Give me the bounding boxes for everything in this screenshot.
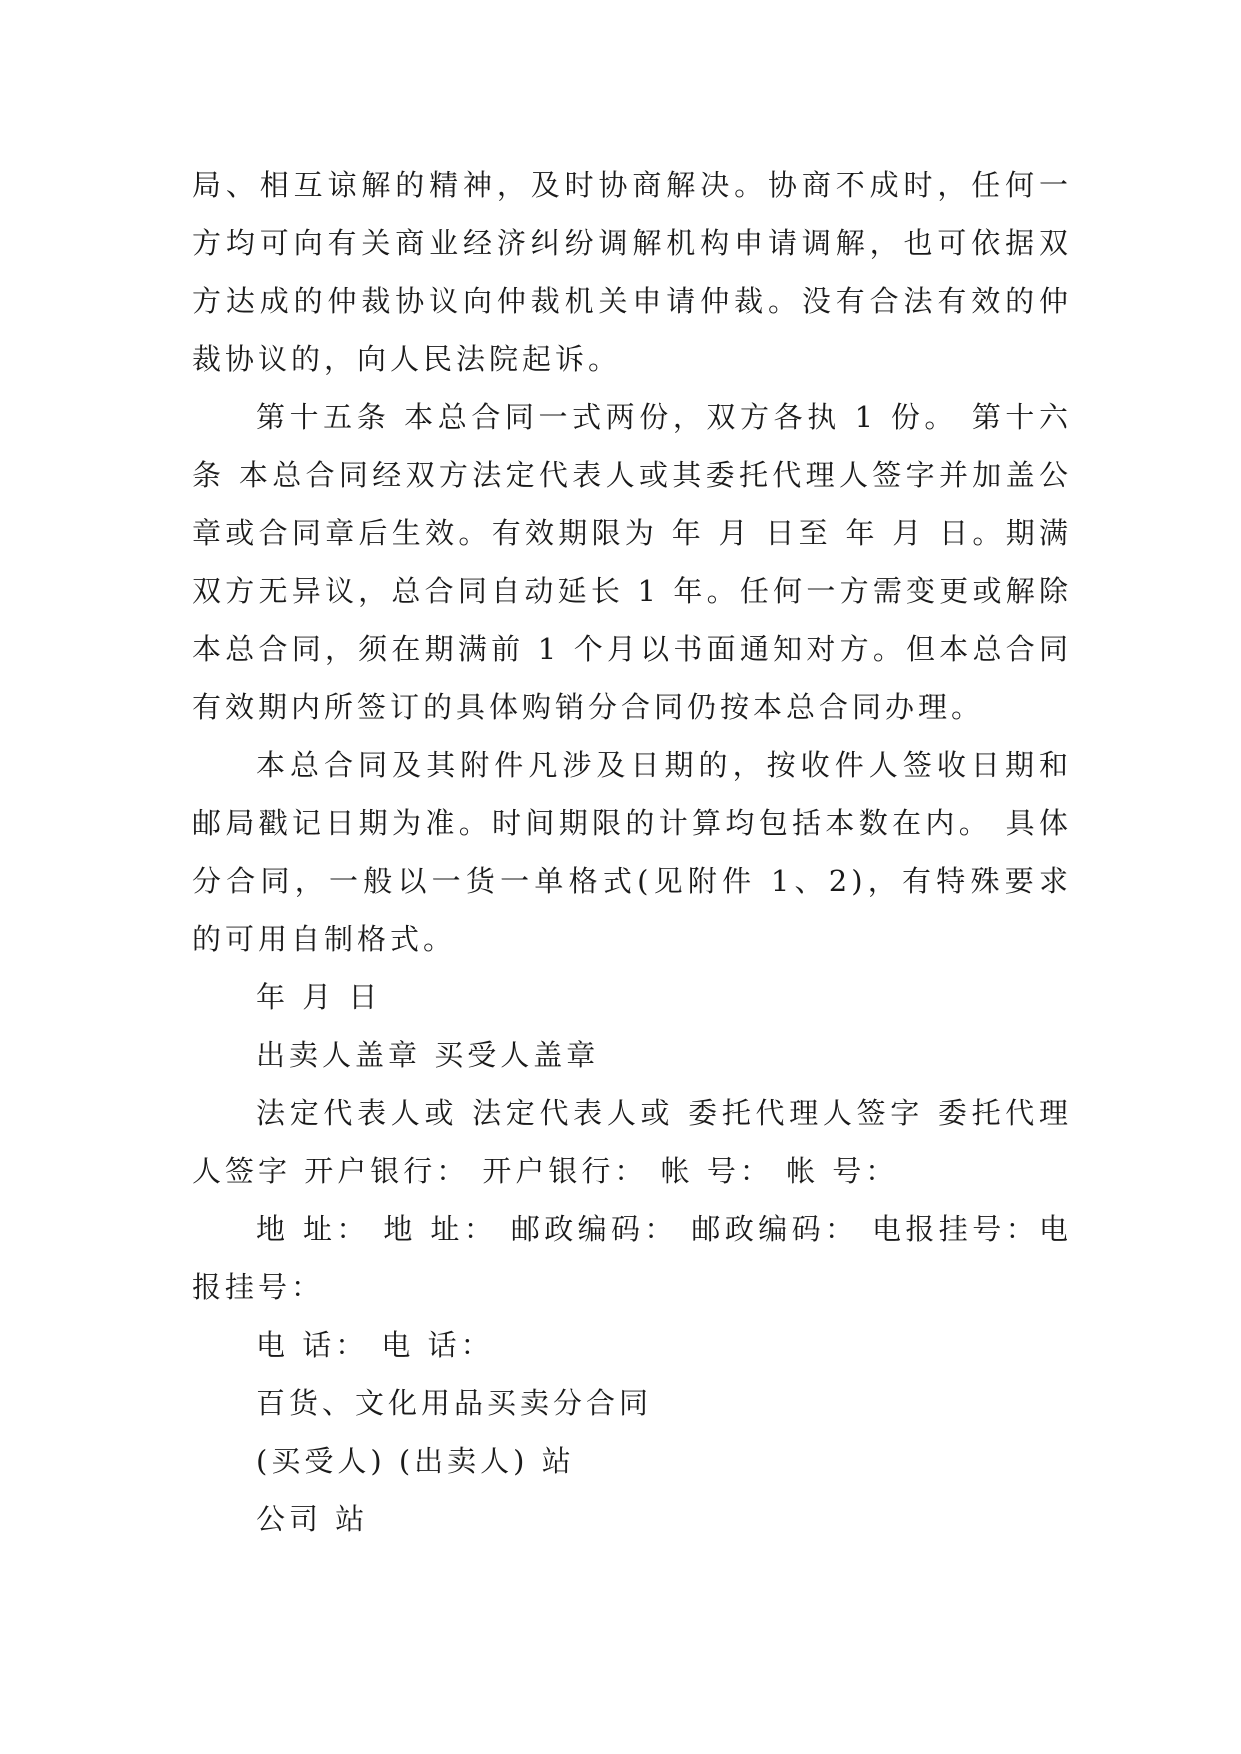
- paragraph-dispute-resolution: 局、相互谅解的精神，及时协商解决。协商不成时，任何一方均可向有关商业经济纠纷调解机构申请调解，也可依据双方达成的仲裁协议向仲裁机关申请仲裁。没有合法有效的仲裁协议的，向人民法院起诉。: [192, 168, 1072, 376]
- document-body: [192, 156, 1072, 1548]
- parties-line: (买受人) (出卖人) 站: [256, 1444, 575, 1478]
- phone-line: 电 话： 电 话：: [256, 1328, 494, 1362]
- address-postal-telegraph-line: 地 址： 地 址： 邮政编码： 邮政编码： 电报挂号：电报挂号：: [192, 1212, 1072, 1304]
- seal-line: 出卖人盖章 买受人盖章: [256, 1038, 600, 1072]
- paragraph-article-15-16: 第十五条 本总合同一式两份，双方各执 1 份。 第十六条 本总合同经双方法定代表人或其委托代理人签字并加盖公章或合同章后生效。有效期限为 年 月 日至 年 月 日。期满双方无异议，总合同自动延长 1 年。任何一方需变更或解除本总合同，须在期满前 1 个月以书面通知对方。但本总合同有效期内所签订的具体购销分合同仍按本总合同办理。: [192, 400, 1072, 724]
- date-line: 年 月 日: [256, 980, 382, 1014]
- sub-contract-title: 百货、文化用品买卖分合同: [256, 1386, 653, 1420]
- paragraph-date-rules: 本总合同及其附件凡涉及日期的，按收件人签收日期和邮局戳记日期为准。时间期限的计算均包括本数在内。 具体分合同，一般以一货一单格式(见附件 1、2)，有特殊要求的可用自制格式。: [192, 748, 1072, 956]
- representative-bank-line: 法定代表人或 法定代表人或 委托代理人签字 委托代理人签字 开户银行： 开户银行： 帐 号： 帐 号：: [192, 1096, 1072, 1188]
- company-station-line: 公司 站: [256, 1502, 369, 1536]
